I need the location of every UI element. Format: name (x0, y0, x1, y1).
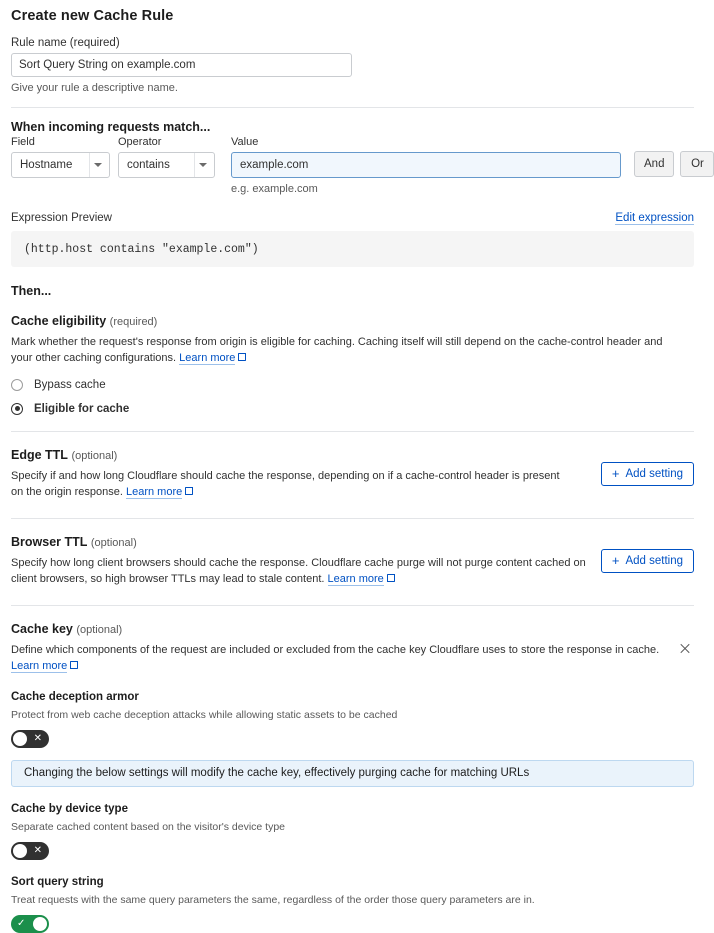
field-select-divider (89, 153, 90, 177)
expression-text: (http.host contains "example.com") (24, 242, 259, 256)
toggle-on-icon: ✓ (17, 917, 26, 929)
toggle-knob (13, 732, 27, 746)
or-button[interactable]: Or (680, 151, 714, 177)
toggle-off-icon: ✕ (33, 732, 42, 744)
radio-eligible-for-cache[interactable] (11, 403, 694, 415)
cache-deception-armor-title: Cache deception armor (11, 690, 139, 703)
cache-key-title: Cache key (11, 621, 73, 636)
edge-ttl-learn-more-link[interactable]: Learn more (125, 485, 183, 498)
plus-icon: + (611, 466, 620, 482)
cache-key-learn-more-link[interactable]: Learn more (11, 659, 68, 672)
cache-eligibility-required: (required) (109, 316, 158, 328)
value-hint: e.g. example.com (231, 183, 318, 195)
operator-select-value: contains (127, 159, 170, 171)
radio-bypass-cache[interactable] (11, 379, 694, 391)
chevron-down-icon (199, 163, 207, 167)
edge-ttl-title: Edge TTL (11, 447, 68, 462)
cache-eligibility-description-text: Mark whether the request's response from origin is eligible for caching. Caching itself will still depend on the cache-control header and your other caching configurations. (11, 336, 663, 364)
toggle-knob (13, 844, 27, 858)
edge-ttl-description (11, 469, 571, 501)
expression-header (11, 212, 694, 225)
plus-icon: + (611, 553, 620, 569)
operator-select-divider (194, 153, 195, 177)
and-or-column (634, 136, 714, 177)
cache-key-description-text: Define which components of the request are included or excluded from the cache key Cloudflare uses to store the response in cache. (11, 643, 660, 656)
sort-query-string-description: Treat requests with the same query parameters the same, regardless of the order those query parameters are in. (11, 893, 535, 906)
browser-ttl-header (11, 535, 694, 549)
then-title: Then... (11, 284, 52, 298)
divider (11, 518, 694, 519)
cache-eligibility-description (11, 335, 683, 367)
create-cache-rule-page (0, 8, 705, 929)
cache-key-block (11, 622, 694, 933)
radio-eligible-for-cache-label: Eligible for cache (34, 402, 130, 415)
radio-bypass-cache-label: Bypass cache (34, 378, 106, 391)
browser-ttl-description (11, 556, 591, 588)
toggle-off-icon: ✕ (33, 844, 42, 856)
edge-ttl-add-setting-button[interactable] (601, 462, 694, 486)
cache-eligibility-header (11, 314, 694, 328)
browser-ttl-title: Browser TTL (11, 534, 88, 549)
rule-name-hint: Give your rule a descriptive name. (11, 82, 178, 94)
value-input[interactable] (231, 152, 621, 178)
field-column (11, 136, 110, 178)
chevron-down-icon (94, 163, 102, 167)
radio-icon (11, 379, 23, 391)
cache-key-header (11, 622, 694, 636)
edge-ttl-add-setting-label: Add setting (625, 467, 683, 480)
browser-ttl-add-setting-button[interactable] (601, 549, 694, 573)
field-label: Field (11, 136, 35, 148)
divider (11, 605, 694, 606)
cache-key-optional: (optional) (76, 623, 123, 636)
edge-ttl-optional: (optional) (71, 449, 118, 462)
page-title: Create new Cache Rule (11, 8, 174, 24)
browser-ttl-learn-more-link[interactable]: Learn more (327, 572, 384, 585)
sort-query-string-toggle[interactable] (11, 915, 49, 933)
operator-column (118, 136, 215, 178)
rule-name-label: Rule name (required) (11, 37, 120, 49)
browser-ttl-optional: (optional) (90, 536, 137, 549)
edge-ttl-header (11, 448, 694, 462)
cache-eligibility-title: Cache eligibility (11, 314, 107, 328)
cache-eligibility-learn-more-link[interactable]: Learn more (179, 351, 236, 364)
cache-key-notice-text: Changing the below settings will modify the cache key, effectively purging cache for matching URLs (24, 767, 530, 779)
cache-deception-armor-description: Protect from web cache deception attacks while allowing static assets to be cached (11, 708, 398, 721)
cache-key-description (11, 643, 683, 675)
external-link-icon (185, 487, 193, 495)
external-link-icon (238, 353, 246, 361)
edge-ttl-description-text: Specify if and how long Cloudflare should cache the response, depending on if a cache-control header is present on the origin response. (11, 469, 560, 498)
toggle-knob (33, 917, 47, 931)
field-select[interactable] (11, 152, 110, 178)
operator-label: Operator (118, 136, 162, 148)
radio-icon-checked (11, 403, 23, 415)
expression-preview-label: Expression Preview (11, 212, 112, 224)
expression-preview-box (11, 231, 694, 267)
value-label: Value (231, 136, 259, 148)
cache-deception-armor-toggle[interactable] (11, 730, 49, 748)
divider (11, 107, 694, 108)
operator-select[interactable] (118, 152, 215, 178)
external-link-icon (70, 661, 78, 669)
field-select-value: Hostname (20, 159, 73, 171)
sort-query-string-title: Sort query string (11, 875, 104, 888)
and-button[interactable]: And (634, 151, 674, 177)
rule-name-input[interactable] (11, 53, 352, 77)
close-icon[interactable] (678, 642, 692, 656)
browser-ttl-description-text: Specify how long client browsers should cache the response. Cloudflare cache purge will not purge content cached on client browsers, so high browser TTLs may lead to stale content. (11, 556, 586, 585)
cache-by-device-type-description: Separate cached content based on the visitor's device type (11, 820, 286, 833)
external-link-icon (387, 574, 395, 582)
value-column (231, 136, 621, 195)
cache-by-device-type-toggle[interactable] (11, 842, 49, 860)
edit-expression-link[interactable]: Edit expression (615, 212, 694, 224)
cache-key-notice (11, 760, 694, 787)
match-section-title: When incoming requests match... (11, 120, 211, 134)
cache-by-device-type-title: Cache by device type (11, 802, 128, 815)
browser-ttl-add-setting-label: Add setting (625, 554, 683, 567)
browser-ttl-block (11, 535, 694, 588)
edge-ttl-block (11, 448, 694, 501)
divider (11, 431, 694, 432)
match-row (11, 136, 704, 195)
